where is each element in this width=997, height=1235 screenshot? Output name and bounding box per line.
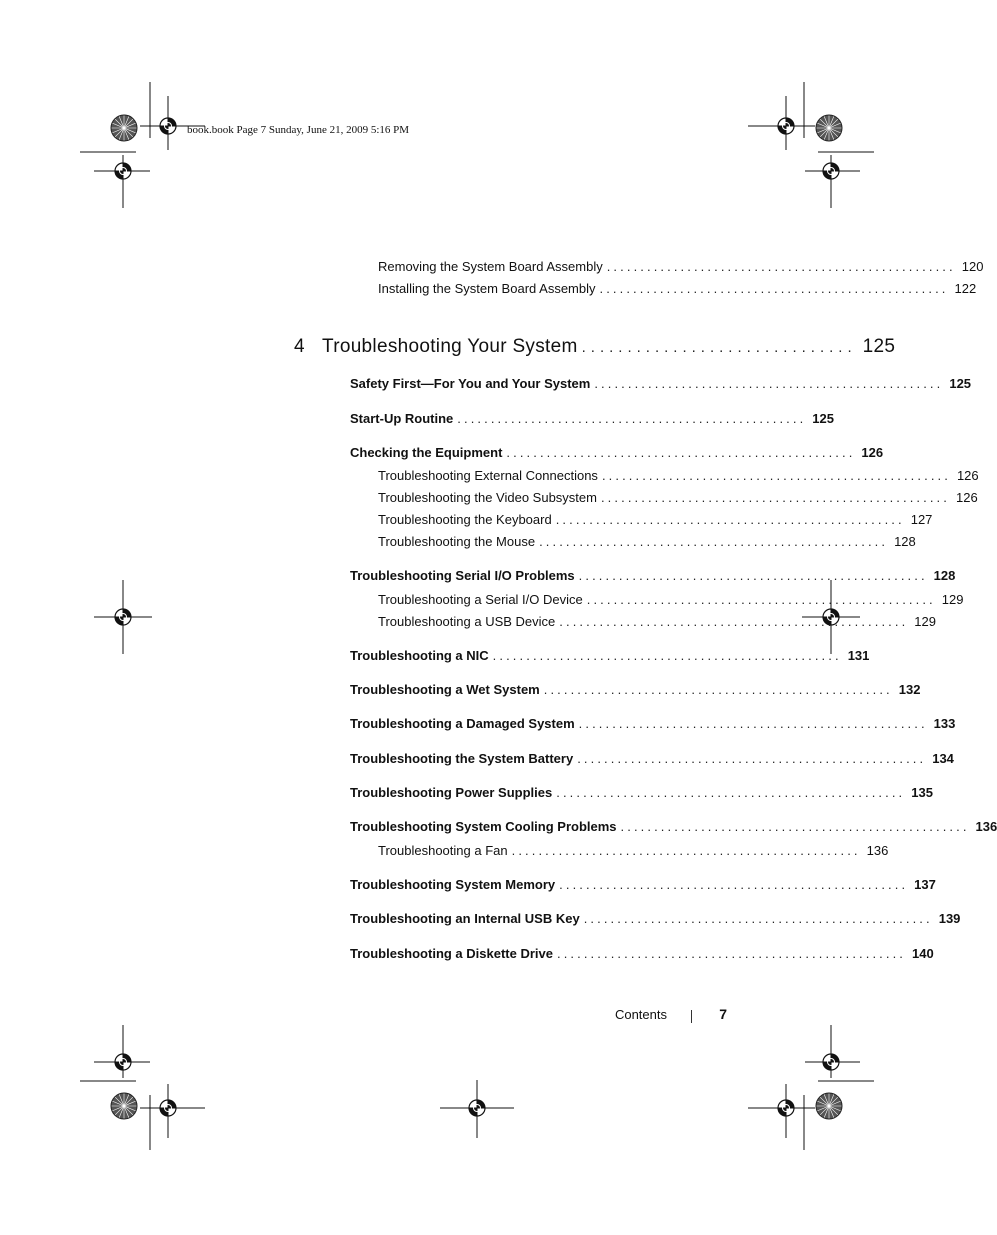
- leader-dots: ....................................................: [543, 682, 893, 697]
- toc-section-title: Safety First—For You and Your System: [350, 376, 591, 391]
- toc-entry-title: Troubleshooting the Keyboard: [378, 512, 552, 527]
- toc-section[interactable]: [350, 785, 933, 800]
- footer-divider: [691, 1010, 692, 1023]
- toc-section-page: 139: [938, 911, 961, 926]
- toc-entry[interactable]: [378, 534, 916, 549]
- print-slug: book.book Page 7 Sunday, June 21, 2009 5:16 PM: [187, 124, 410, 136]
- toc-entry-title: Troubleshooting a Serial I/O Device: [378, 592, 583, 607]
- toc-section-page: 125: [812, 411, 834, 426]
- toc-entry-page: 128: [894, 534, 916, 549]
- toc-entry-page: 120: [961, 259, 984, 274]
- chapter-title: Troubleshooting Your System: [322, 336, 578, 357]
- toc-section[interactable]: [350, 716, 956, 731]
- toc-section-title: Troubleshooting a NIC: [350, 648, 489, 663]
- page-footer: [560, 1006, 730, 1026]
- leader-dots: ....................................................: [559, 614, 909, 629]
- toc-entry[interactable]: [378, 281, 977, 296]
- toc-section-page: 137: [914, 877, 936, 892]
- leader-dots: ....................................................: [557, 946, 907, 961]
- toc-section[interactable]: [350, 376, 972, 391]
- toc-section[interactable]: [350, 877, 936, 892]
- leader-dots: ....................................................: [555, 512, 905, 527]
- leader-dots: ....................................................: [559, 877, 909, 892]
- toc-entry-title: Troubleshooting the Mouse: [378, 534, 536, 549]
- leader-dots: ....................................................: [606, 259, 956, 274]
- leader-dots: ....................................................: [599, 281, 949, 296]
- toc-entry-page: 129: [941, 592, 964, 607]
- chapter-heading[interactable]: [294, 336, 896, 358]
- leader-dots: ....................................................: [620, 819, 970, 834]
- leader-dots: ....................................................: [511, 843, 861, 858]
- toc-entry-title: Troubleshooting a USB Device: [378, 614, 556, 629]
- toc-section-title: Troubleshooting a Diskette Drive: [350, 946, 553, 961]
- leader-dots: ....................................................: [586, 592, 936, 607]
- leader-dots: ....................................................: [556, 785, 906, 800]
- leader-dots: ....................................................: [578, 716, 928, 731]
- toc-section-title: Troubleshooting System Cooling Problems: [350, 819, 617, 834]
- toc-entry[interactable]: [378, 592, 964, 607]
- toc-entry[interactable]: [378, 843, 889, 858]
- toc-section-page: 136: [975, 819, 997, 834]
- leader-dots: ....................................................: [506, 445, 856, 460]
- toc-section-page: 134: [932, 751, 954, 766]
- toc-section-title: Troubleshooting a Damaged System: [350, 716, 575, 731]
- toc-section-page: 140: [912, 946, 934, 961]
- leader-dots: ....................................................: [594, 376, 944, 391]
- toc-section-title: Troubleshooting Power Supplies: [350, 785, 553, 800]
- toc-entry-title: Troubleshooting the Video Subsystem: [378, 490, 597, 505]
- toc-section-page: 125: [949, 376, 972, 391]
- page-number: 7: [719, 1006, 727, 1022]
- toc-entry-page: 122: [954, 281, 977, 296]
- leader-dots: ....................................................: [577, 751, 927, 766]
- toc-entry[interactable]: [378, 614, 936, 629]
- toc-section-page: 126: [861, 445, 884, 460]
- toc-section[interactable]: [350, 648, 870, 663]
- toc-section-page: 135: [911, 785, 933, 800]
- toc-entry-page: 126: [956, 468, 979, 483]
- toc-section[interactable]: [350, 682, 921, 697]
- leader-dots: ..............................: [581, 339, 857, 356]
- toc-section-title: Troubleshooting Serial I/O Problems: [350, 568, 575, 583]
- toc-section-title: Troubleshooting an Internal USB Key: [350, 911, 580, 926]
- toc-section-title: Start-Up Routine: [350, 411, 454, 426]
- footer-label: Contents: [614, 1007, 667, 1022]
- toc-section-title: Checking the Equipment: [350, 445, 503, 460]
- toc-entry-title: Troubleshooting External Connections: [378, 468, 598, 483]
- chapter-page: 125: [862, 336, 896, 357]
- toc-entry-title: Removing the System Board Assembly: [378, 259, 603, 274]
- leader-dots: ....................................................: [492, 648, 842, 663]
- toc-entry[interactable]: [378, 512, 933, 527]
- toc-section-title: Troubleshooting the System Battery: [350, 751, 574, 766]
- leader-dots: ....................................................: [457, 411, 807, 426]
- toc-entry-page: 127: [910, 512, 933, 527]
- toc-section[interactable]: [350, 445, 884, 460]
- toc-section[interactable]: [350, 819, 997, 834]
- leader-dots: ....................................................: [539, 534, 889, 549]
- chapter-number: 4: [294, 336, 305, 357]
- toc-entry[interactable]: [378, 259, 984, 274]
- toc-section-page: 128: [933, 568, 956, 583]
- toc-entry-title: Installing the System Board Assembly: [378, 281, 596, 296]
- toc-section[interactable]: [350, 751, 954, 766]
- toc-entry-page: 129: [914, 614, 936, 629]
- toc-entry[interactable]: [378, 468, 979, 483]
- toc-section[interactable]: [350, 946, 934, 961]
- toc-section-page: 131: [847, 648, 870, 663]
- toc-section-page: 133: [933, 716, 956, 731]
- leader-dots: ....................................................: [583, 911, 933, 926]
- toc-section-title: Troubleshooting System Memory: [350, 877, 556, 892]
- toc-entry-page: 126: [955, 490, 978, 505]
- toc-entry[interactable]: [378, 490, 978, 505]
- toc-section[interactable]: [350, 568, 956, 583]
- toc-section[interactable]: [350, 411, 834, 426]
- toc-entry-title: Troubleshooting a Fan: [378, 843, 508, 858]
- toc-section-page: 132: [898, 682, 921, 697]
- leader-dots: ....................................................: [601, 468, 951, 483]
- toc-section-title: Troubleshooting a Wet System: [350, 682, 540, 697]
- leader-dots: ....................................................: [600, 490, 950, 505]
- toc-section[interactable]: [350, 911, 961, 926]
- leader-dots: ....................................................: [578, 568, 928, 583]
- toc-entry-page: 136: [866, 843, 889, 858]
